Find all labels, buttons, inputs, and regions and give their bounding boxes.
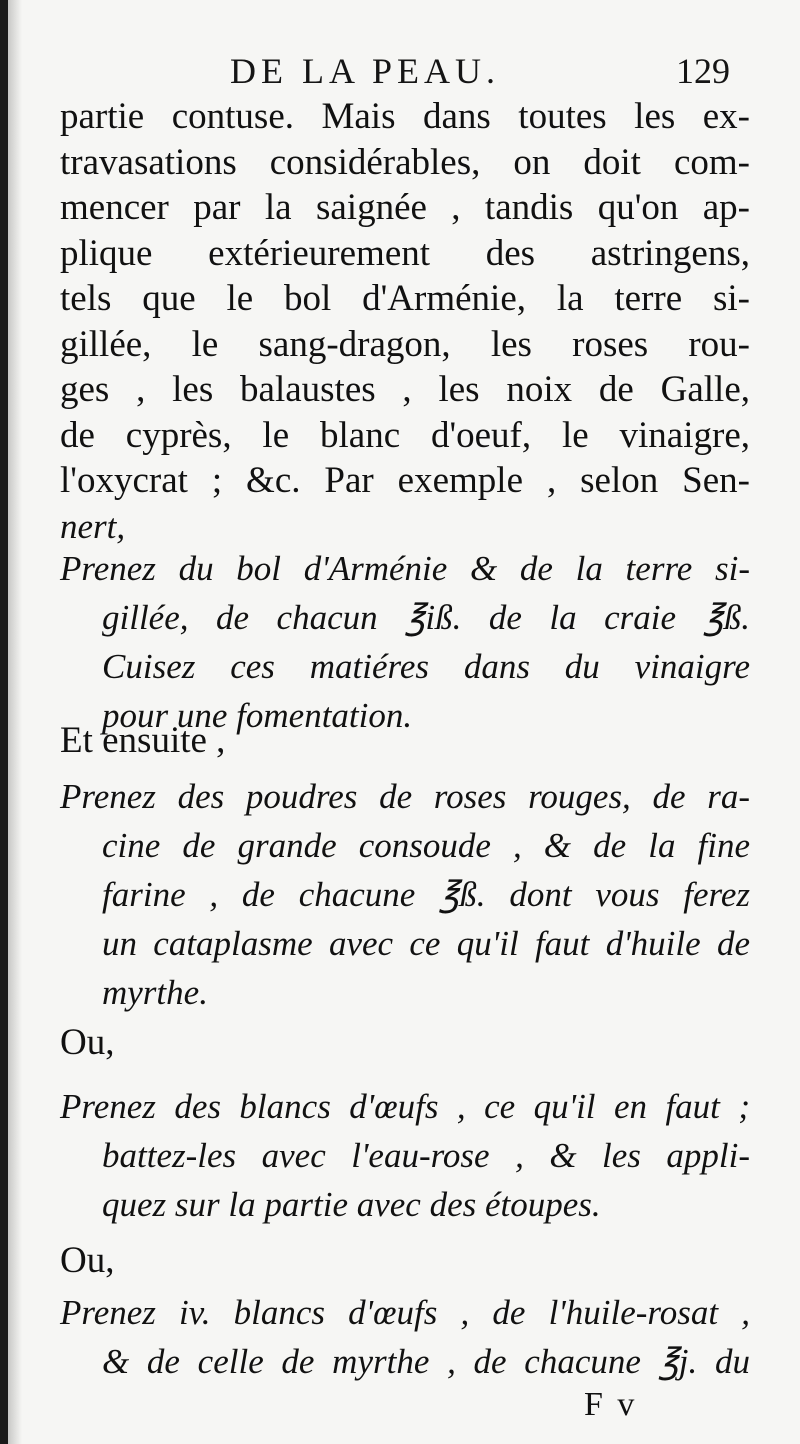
recipe-1: [60, 544, 750, 740]
text-line: mencer par la saignée , tandis qu'on ap-: [60, 187, 750, 228]
text-line: partie contuse. Mais dans toutes les ex-: [60, 96, 750, 137]
catchword: F v: [584, 1386, 638, 1423]
recipe-line: battez-les avec l'eau-rose , & les appli-: [102, 1136, 750, 1175]
recipe-line: quez sur la partie avec des étoupes.: [102, 1185, 601, 1224]
connector-text: [60, 1020, 114, 1066]
connector-text: [60, 718, 225, 764]
text-line: de cyprès, le blanc d'oeuf, le vinaigre,: [60, 414, 750, 456]
text-line: l'oxycrat ; &c. Par exemple , selon Sen-: [60, 460, 750, 501]
text-line: gillée, le sang-dragon, les roses rou-: [60, 323, 750, 365]
recipe-line: & de celle de myrthe , de chacune ℥j. du: [102, 1342, 750, 1381]
recipe-line: cine de grande consoude , & de la fine: [102, 826, 750, 865]
text-line: Et ensuite ,: [60, 720, 226, 761]
text-line: plique extérieurement des astringens,: [60, 232, 750, 274]
body-paragraph: [60, 94, 750, 549]
recipe-line: Prenez iv. blancs d'œufs , de l'huile-rosat ,: [60, 1293, 750, 1332]
recipe-line: un cataplasme avec ce qu'il faut d'huile de: [102, 924, 750, 963]
text-line: nert,: [60, 506, 126, 546]
text-line: travasations considérables, on doit com-: [60, 141, 750, 183]
recipe-3: [60, 1082, 750, 1229]
text-line: ges , les balaustes , les noix de Galle,: [60, 369, 750, 410]
text-line: Ou,: [60, 1240, 115, 1281]
recipe-line: myrthe.: [102, 973, 208, 1012]
running-head-title: DE LA PEAU.: [230, 51, 500, 91]
recipe-line: Cuisez ces matiéres dans du vinaigre: [102, 647, 750, 686]
recipe-line: Prenez des poudres de roses rouges, de ra-: [60, 777, 750, 816]
recipe-2: [60, 772, 750, 1017]
recipe-line: farine , de chacune ℥ß. dont vous ferez: [102, 875, 750, 914]
text-line: tels que le bol d'Arménie, la terre si-: [60, 278, 750, 319]
text-line: Ou,: [60, 1022, 115, 1063]
book-page: [8, 0, 800, 1444]
recipe-line: Prenez des blancs d'œufs , ce qu'il en faut ;: [60, 1087, 750, 1126]
running-head: [8, 50, 800, 94]
page-gutter-shadow: [8, 0, 22, 1444]
recipe-line: Prenez du bol d'Arménie & de la terre si-: [60, 549, 750, 588]
recipe-line: pour une fomentation.: [102, 696, 413, 735]
page-number: 129: [676, 51, 730, 91]
connector-text: [60, 1238, 114, 1284]
recipe-4: [60, 1288, 750, 1386]
recipe-line: gillée, de chacun ℥iß. de la craie ℥ß.: [102, 598, 750, 637]
